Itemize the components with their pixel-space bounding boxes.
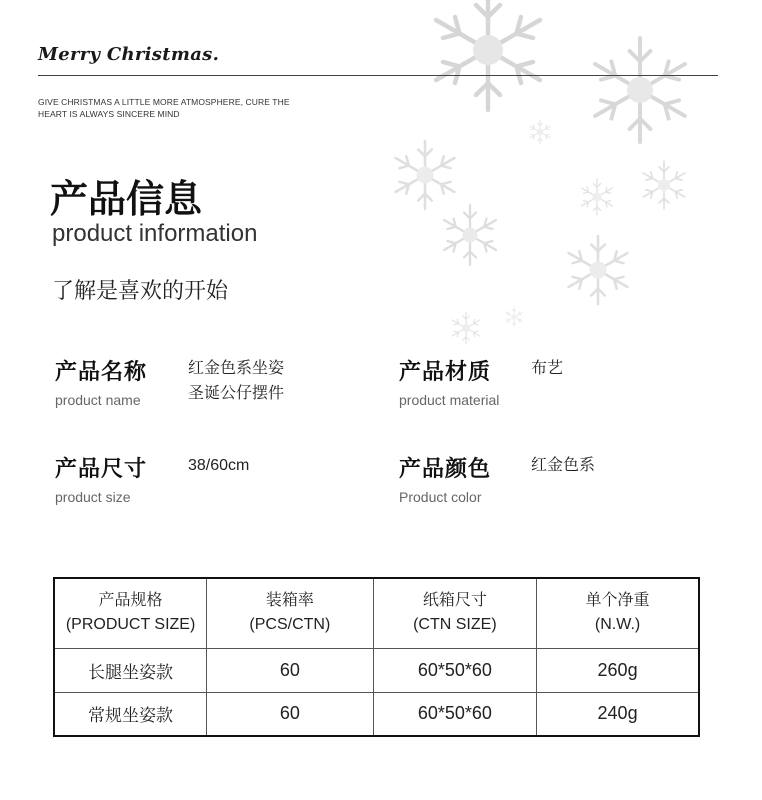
section-title-cn: 产品信息 [50,176,203,221]
header-en: (PRODUCT SIZE) [65,616,196,634]
header-divider [38,75,718,76]
attr-product-material [399,355,499,408]
snowflake-icon [530,120,551,144]
attr-product-color [399,452,491,505]
snowflake-icon [581,179,612,215]
table-cell: 260g [537,648,699,692]
attr-value-line: 红金色系坐姿 [188,360,285,377]
table-header-cell [537,578,699,648]
snowflake-icon [452,312,480,344]
table-row [54,692,699,736]
attr-label-cn: 产品颜色 [399,456,492,481]
attr-value-line: 圣诞公仔摆件 [188,385,285,402]
table-row [54,648,699,692]
header-en: (N.W.) [594,616,641,634]
attr-value-product-color: 红金色系 [531,457,596,474]
table-cell: 60 [207,648,374,692]
header-cn: 单个净重 [585,592,650,610]
attr-value-product-material: 布艺 [531,360,564,377]
attr-value-product-size: 38/60cm [188,457,250,474]
table-cell: 60*50*60 [373,648,537,692]
table-header-cell [373,578,537,648]
header-cn: 装箱率 [265,592,314,610]
snowflake-icon [595,38,685,142]
attr-label-cn: 产品材质 [399,359,492,384]
snowflake-icon [444,205,496,265]
attr-label-cn: 产品名称 [55,359,148,384]
snowflake-icon [643,161,685,209]
snowflake-icon [436,0,540,110]
snowflake-icon [569,236,628,304]
attr-product-size [55,452,147,505]
spec-table [53,577,700,737]
table-header-cell [54,578,207,648]
header-cn: 产品规格 [98,592,163,610]
section-title-en: product information [52,220,258,247]
table-cell: 60 [207,692,374,736]
attr-label-en: product size [55,489,131,505]
table-cell: 长腿坐姿款 [54,648,207,692]
header-cn: 纸箱尺寸 [422,592,487,610]
attr-label-cn: 产品尺寸 [55,456,148,481]
attr-label-en: product material [399,392,500,408]
table-cell: 60*50*60 [373,692,537,736]
header-en: (PCS/CTN) [249,616,331,634]
header-en: (CTN SIZE) [413,616,497,634]
attr-product-name [55,355,147,408]
table-cell: 240g [537,692,699,736]
table-cell: 常规坐姿款 [54,692,207,736]
section-slogan: 了解是喜欢的开始 [52,278,229,303]
snowflake-icon [505,307,522,327]
attr-value-product-name [188,356,284,406]
snowflake-icon [396,141,455,209]
table-header-cell [207,578,374,648]
table-header-row [54,578,699,648]
attr-label-en: Product color [399,489,482,505]
attr-label-en: product name [55,392,141,408]
brand-title: Merry Christmas. [38,44,220,65]
tagline: GIVE CHRISTMAS A LITTLE MORE ATMOSPHERE, CURE THE HEART IS ALWAYS SINCERE MIND [38,97,290,119]
